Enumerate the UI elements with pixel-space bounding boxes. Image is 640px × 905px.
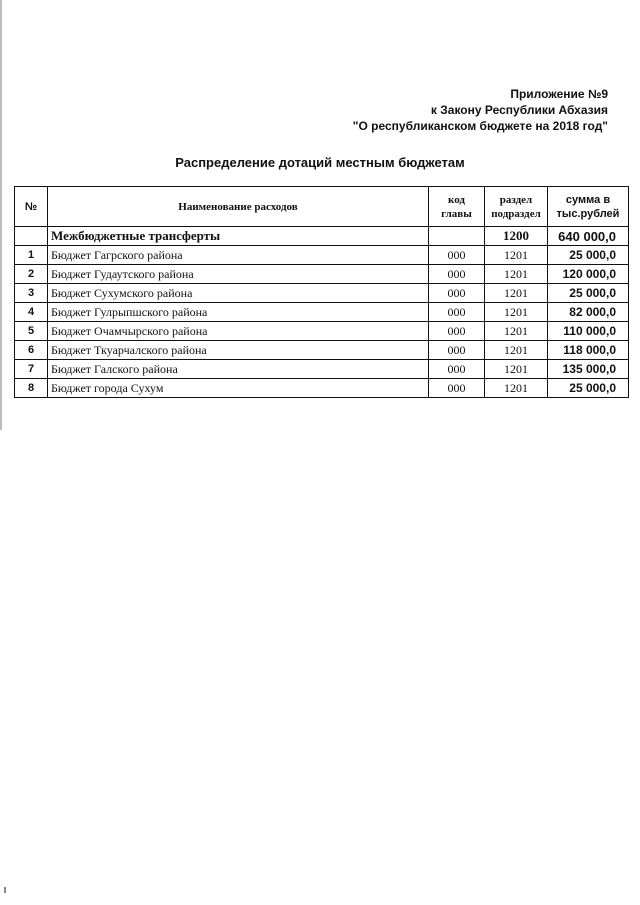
row-num: 3: [15, 284, 48, 303]
group-row: [15, 227, 629, 246]
row-num: 8: [15, 379, 48, 398]
row-name: Бюджет Очамчырского района: [48, 322, 429, 341]
group-num-cell: [15, 227, 48, 246]
table-row: [15, 303, 629, 322]
col-header-sum: сумма в тыс.рублей: [548, 187, 629, 227]
row-section: 1201: [485, 379, 548, 398]
row-code: 000: [429, 246, 485, 265]
row-code: 000: [429, 322, 485, 341]
row-section: 1201: [485, 360, 548, 379]
row-num: 4: [15, 303, 48, 322]
row-name: Бюджет Гулрыпшского района: [48, 303, 429, 322]
appendix-number: Приложение №9: [510, 87, 608, 101]
scan-mark: [4, 887, 6, 893]
row-name: Бюджет Гудаутского района: [48, 265, 429, 284]
row-code: 000: [429, 360, 485, 379]
row-sum: 25 000,0: [548, 284, 629, 303]
row-sum: 120 000,0: [548, 265, 629, 284]
row-name: Бюджет Галского района: [48, 360, 429, 379]
row-num: 6: [15, 341, 48, 360]
table-row: [15, 379, 629, 398]
group-sum: 640 000,0: [548, 227, 629, 246]
row-section: 1201: [485, 265, 548, 284]
table-row: [15, 322, 629, 341]
row-name: Бюджет города Сухум: [48, 379, 429, 398]
row-name: Бюджет Гагрского района: [48, 246, 429, 265]
row-section: 1201: [485, 341, 548, 360]
col-header-name: Наименование расходов: [48, 187, 429, 227]
table-row: [15, 341, 629, 360]
group-name: Межбюджетные трансферты: [48, 227, 429, 246]
table-row: [15, 246, 629, 265]
appendix-header: [353, 86, 608, 134]
row-num: 2: [15, 265, 48, 284]
row-sum: 110 000,0: [548, 322, 629, 341]
col-header-code: код главы: [429, 187, 485, 227]
row-section: 1201: [485, 246, 548, 265]
row-num: 7: [15, 360, 48, 379]
table-row: [15, 265, 629, 284]
row-section: 1201: [485, 284, 548, 303]
row-sum: 118 000,0: [548, 341, 629, 360]
row-name: Бюджет Ткуарчалского района: [48, 341, 429, 360]
budget-table: [14, 186, 629, 398]
row-section: 1201: [485, 322, 548, 341]
row-num: 1: [15, 246, 48, 265]
group-section: 1200: [485, 227, 548, 246]
scan-edge: [0, 0, 2, 430]
row-code: 000: [429, 379, 485, 398]
table-row: [15, 284, 629, 303]
row-section: 1201: [485, 303, 548, 322]
col-header-num: №: [15, 187, 48, 227]
row-sum: 135 000,0: [548, 360, 629, 379]
row-sum: 25 000,0: [548, 246, 629, 265]
col-header-section: раздел подраздел: [485, 187, 548, 227]
row-code: 000: [429, 341, 485, 360]
group-code: [429, 227, 485, 246]
appendix-law-ref: к Закону Республики Абхазия: [430, 103, 608, 117]
row-num: 5: [15, 322, 48, 341]
row-code: 000: [429, 284, 485, 303]
row-code: 000: [429, 303, 485, 322]
table-header-row: [15, 187, 629, 227]
document-title: Распределение дотаций местным бюджетам: [175, 155, 465, 170]
row-code: 000: [429, 265, 485, 284]
row-sum: 25 000,0: [548, 379, 629, 398]
row-sum: 82 000,0: [548, 303, 629, 322]
appendix-law-title: "О республиканском бюджете на 2018 год": [352, 119, 608, 133]
row-name: Бюджет Сухумского района: [48, 284, 429, 303]
table-row: [15, 360, 629, 379]
